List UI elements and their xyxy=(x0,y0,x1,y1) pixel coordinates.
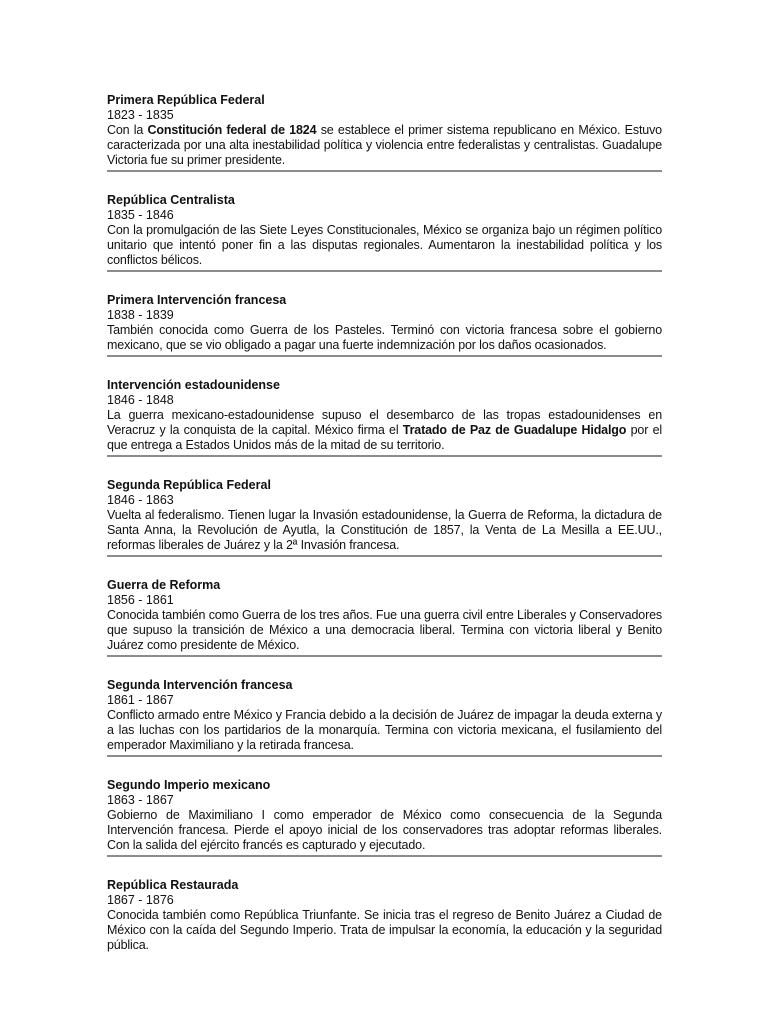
entry-dates: 1861 - 1867 xyxy=(107,693,174,707)
entry-title: República Restaurada xyxy=(107,878,239,892)
entry-description xyxy=(107,808,662,853)
entry-description xyxy=(107,608,662,653)
entry-dates: 1846 - 1848 xyxy=(107,393,174,407)
text-segment: Con la xyxy=(107,123,148,137)
entry-title: Guerra de Reforma xyxy=(107,578,221,592)
text-segment: También conocida como Guerra de los Pasteles. Terminó con victoria francesa sobre el gobierno mexicano, que se vio obligado a pagar una fuerte indemnización por los daños ocasionados. xyxy=(107,323,662,352)
text-segment: Conocida también como Guerra de los tres años. Fue una guerra civil entre Liberales y Conservadores que supuso la transición de México a una democracia liberal. Termina con victoria liberal y Benito Juárez como presidente de México. xyxy=(107,608,662,652)
timeline-entry-8 xyxy=(107,778,662,857)
timeline-entry-1 xyxy=(107,93,662,172)
bold-text-segment: Constitución federal de 1824 xyxy=(147,123,317,137)
entry-description xyxy=(107,223,662,268)
entry-description xyxy=(107,508,662,553)
entry-divider xyxy=(107,355,662,357)
entry-divider xyxy=(107,270,662,272)
entry-dates: 1867 - 1876 xyxy=(107,893,174,907)
entry-dates: 1856 - 1861 xyxy=(107,593,174,607)
text-segment: por el que entrega a Estados Unidos más de la mitad de su territorio. xyxy=(107,423,663,452)
entry-divider xyxy=(107,855,662,857)
entry-title: Intervención estadounidense xyxy=(107,378,280,392)
entry-divider xyxy=(107,170,662,172)
entry-dates: 1823 - 1835 xyxy=(107,108,174,122)
entry-title: Segundo Imperio mexicano xyxy=(107,778,271,792)
entry-title: Primera Intervención francesa xyxy=(107,293,287,307)
timeline-entry-6 xyxy=(107,578,662,657)
entry-description xyxy=(107,123,662,168)
timeline-entry-4 xyxy=(107,378,662,457)
entry-divider xyxy=(107,455,662,457)
timeline-entry-5 xyxy=(107,478,662,557)
entry-dates: 1838 - 1839 xyxy=(107,308,174,322)
entry-description xyxy=(107,408,662,453)
text-segment: Con la promulgación de las Siete Leyes Constitucionales, México se organiza bajo un régimen político unitario que intentó poner fin a las disputas regionales. Aumentaron la inestabilidad política y los conflictos bélicos. xyxy=(107,223,662,267)
text-segment: Gobierno de Maximiliano I como emperador de México como consecuencia de la Segunda Intervención francesa. Pierde el apoyo inicial de los conservadores tras adoptar reformas liberales. Con la salida del ejército francés es capturado y ejecutado. xyxy=(107,808,662,852)
entry-title: República Centralista xyxy=(107,193,235,207)
entry-description xyxy=(107,908,662,953)
text-segment: Vuelta al federalismo. Tienen lugar la Invasión estadounidense, la Guerra de Reforma, la dictadura de Santa Anna, la Revolución de Ayutla, la Constitución de 1857, la Venta de La Mesilla a EE.UU., reformas liberales de Juárez y la 2ª Invasión francesa. xyxy=(107,508,662,552)
entry-description xyxy=(107,708,662,753)
entry-description xyxy=(107,323,662,353)
text-segment: Conocida también como República Triunfante. Se inicia tras el regreso de Benito Juárez a Ciudad de México con la caída del Segundo Imperio. Trata de impulsar la economía, la educación y la seguridad pública. xyxy=(107,908,662,952)
entry-title: Primera República Federal xyxy=(107,93,265,107)
entry-divider xyxy=(107,755,662,757)
entry-divider xyxy=(107,655,662,657)
entry-divider xyxy=(107,555,662,557)
timeline-entry-9 xyxy=(107,878,662,953)
entry-dates: 1863 - 1867 xyxy=(107,793,174,807)
text-segment: Conflicto armado entre México y Francia debido a la decisión de Juárez de impagar la deuda externa y a las luchas con los partidarios de la monarquía. Termina con victoria mexicana, el fusilamiento del emperador Maximiliano y la retirada francesa. xyxy=(107,708,662,752)
bold-text-segment: Tratado de Paz de Guadalupe Hidalgo xyxy=(402,423,627,437)
entry-title: Segunda República Federal xyxy=(107,478,271,492)
entry-dates: 1835 - 1846 xyxy=(107,208,174,222)
timeline-entry-3 xyxy=(107,293,662,357)
entry-title: Segunda Intervención francesa xyxy=(107,678,293,692)
entry-dates: 1846 - 1863 xyxy=(107,493,174,507)
text-segment: se establece el primer sistema republicano en México. Estuvo caracterizada por una alta inestabilidad política y violencia entre federalistas y centralistas. Guadalupe Victoria fue su primer presidente. xyxy=(107,123,662,167)
timeline-entry-2 xyxy=(107,193,662,272)
text-segment: La guerra mexicano-estadounidense supuso el desembarco de las tropas estadounidenses en Veracruz y la conquista de la capital. México firma el xyxy=(107,408,662,437)
timeline-entry-7 xyxy=(107,678,662,757)
